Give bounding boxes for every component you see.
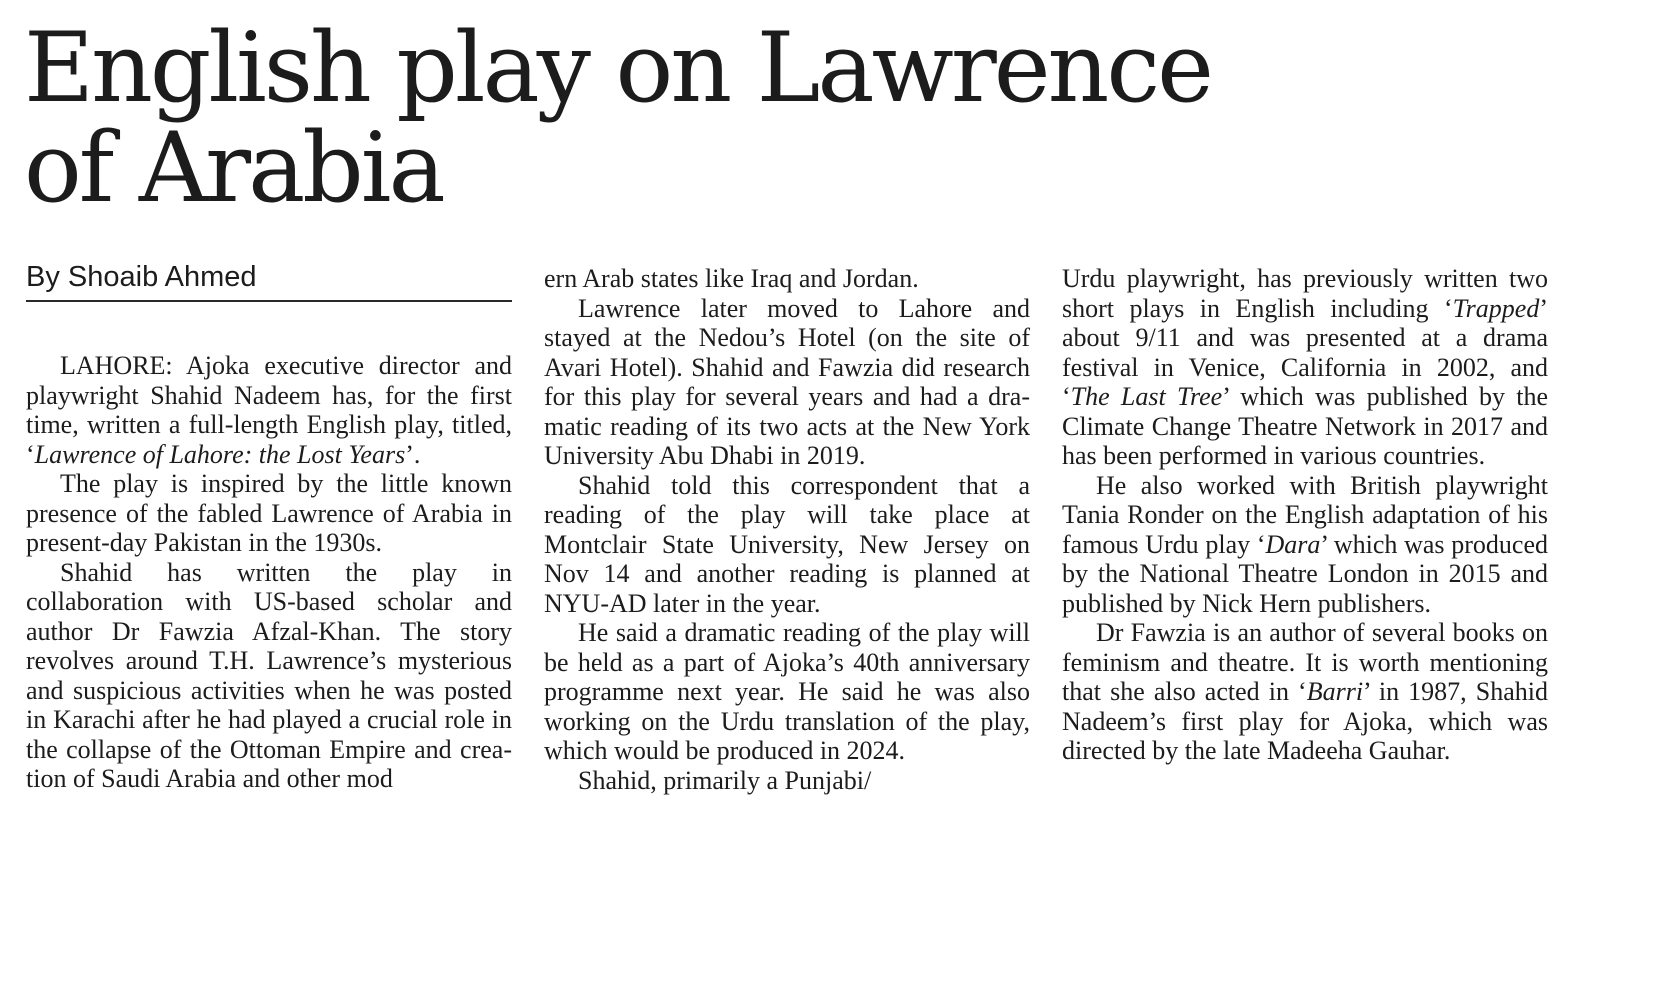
paragraph-text: LAHORE: Ajoka executive director and playwright Shahid Nadeem has, for the first time, written a full-length English play, titled, ‘ [26, 351, 512, 469]
headline-line-2: of Arabia [24, 112, 443, 224]
paragraph-text: Urdu playwright, has previously written two short plays in English including ‘ [1062, 264, 1548, 323]
paragraph-text: ’. [405, 439, 421, 469]
paragraph-text: ’ which was produced by the National Theatre London in 2015 and published by Nick Hern publishers. [1062, 529, 1548, 618]
play-title: Barri [1306, 677, 1364, 706]
article-column-3 [1062, 264, 1548, 766]
article-column-1 [26, 351, 512, 794]
paragraph [1062, 618, 1548, 766]
play-title: The Last Tree [1070, 382, 1223, 411]
paragraph-continued [1062, 264, 1548, 471]
headline-line-1: English play on Lawrence [24, 12, 1211, 124]
headline [24, 12, 1584, 224]
play-title: Dara [1265, 529, 1321, 559]
play-title: Lawrence of Lahore: the Lost Years [34, 439, 406, 469]
paragraph: The play is inspired by the little known presence of the fabled Lawrence of Arabia in present-day Pakistan in the 1930s. [26, 469, 512, 557]
paragraph-dateline [26, 351, 512, 469]
paragraph [1062, 471, 1548, 619]
paragraph-text: He also worked with British playwright Tania Ronder on the English adaptation of his famous Urdu play ‘ [1062, 470, 1548, 559]
play-title: Trapped [1452, 293, 1540, 323]
paragraph-text: ’ in 1987, Shahid Nadeem’s first play for Ajoka, which was directed by the late Madeeha Gauhar. [1062, 677, 1548, 765]
paragraph-text: ’ about 9/11 and was presented at a drama festival in Venice, California in 2002, and ‘ [1062, 293, 1548, 411]
paragraph-text: Dr Fawzia is an author of several books on feminism and theatre. It is worth mentioning that she also acted in ‘ [1062, 618, 1548, 706]
article-column-2 [544, 264, 1030, 795]
paragraph-text: ’ which was published by the Climate Change Theatre Network in 2017 and has been performed in various countries. [1062, 382, 1548, 470]
paragraph: He said a dramatic reading of the play will be held as a part of Ajoka’s 40th anniversary programme next year. He said he was also working on the Urdu translation of the play, which would be produced in 2024. [544, 618, 1030, 765]
paragraph: Lawrence later moved to Lahore and stayed at the Nedou’s Hotel (on the site of Avari Hotel). Shahid and Fawzia did research for this play for several years and had a dramatic reading of its two acts at the New York University Abu Dhabi in 2019. [544, 293, 1030, 470]
paragraph: Shahid has written the play in collaboration with US-based scholar and author Dr Fawzia Afzal-Khan. The story revolves around T.H. Lawrence’s mysterious and suspicious activities when he was posted in Karachi after he had played a crucial role in the collapse of the Ottoman Empire and creation of Saudi Arabia and other mod [26, 557, 512, 793]
paragraph-continued: ern Arab states like Iraq and Jordan. [544, 264, 919, 293]
paragraph: Shahid told this correspondent that a reading of the play will take place at Montclair State University, New Jersey on Nov 14 and another reading is planned at NYU-AD later in the year. [544, 470, 1030, 618]
paragraph: Shahid, primarily a Punjabi/ [578, 765, 872, 795]
byline: By Shoaib Ahmed [26, 258, 512, 302]
